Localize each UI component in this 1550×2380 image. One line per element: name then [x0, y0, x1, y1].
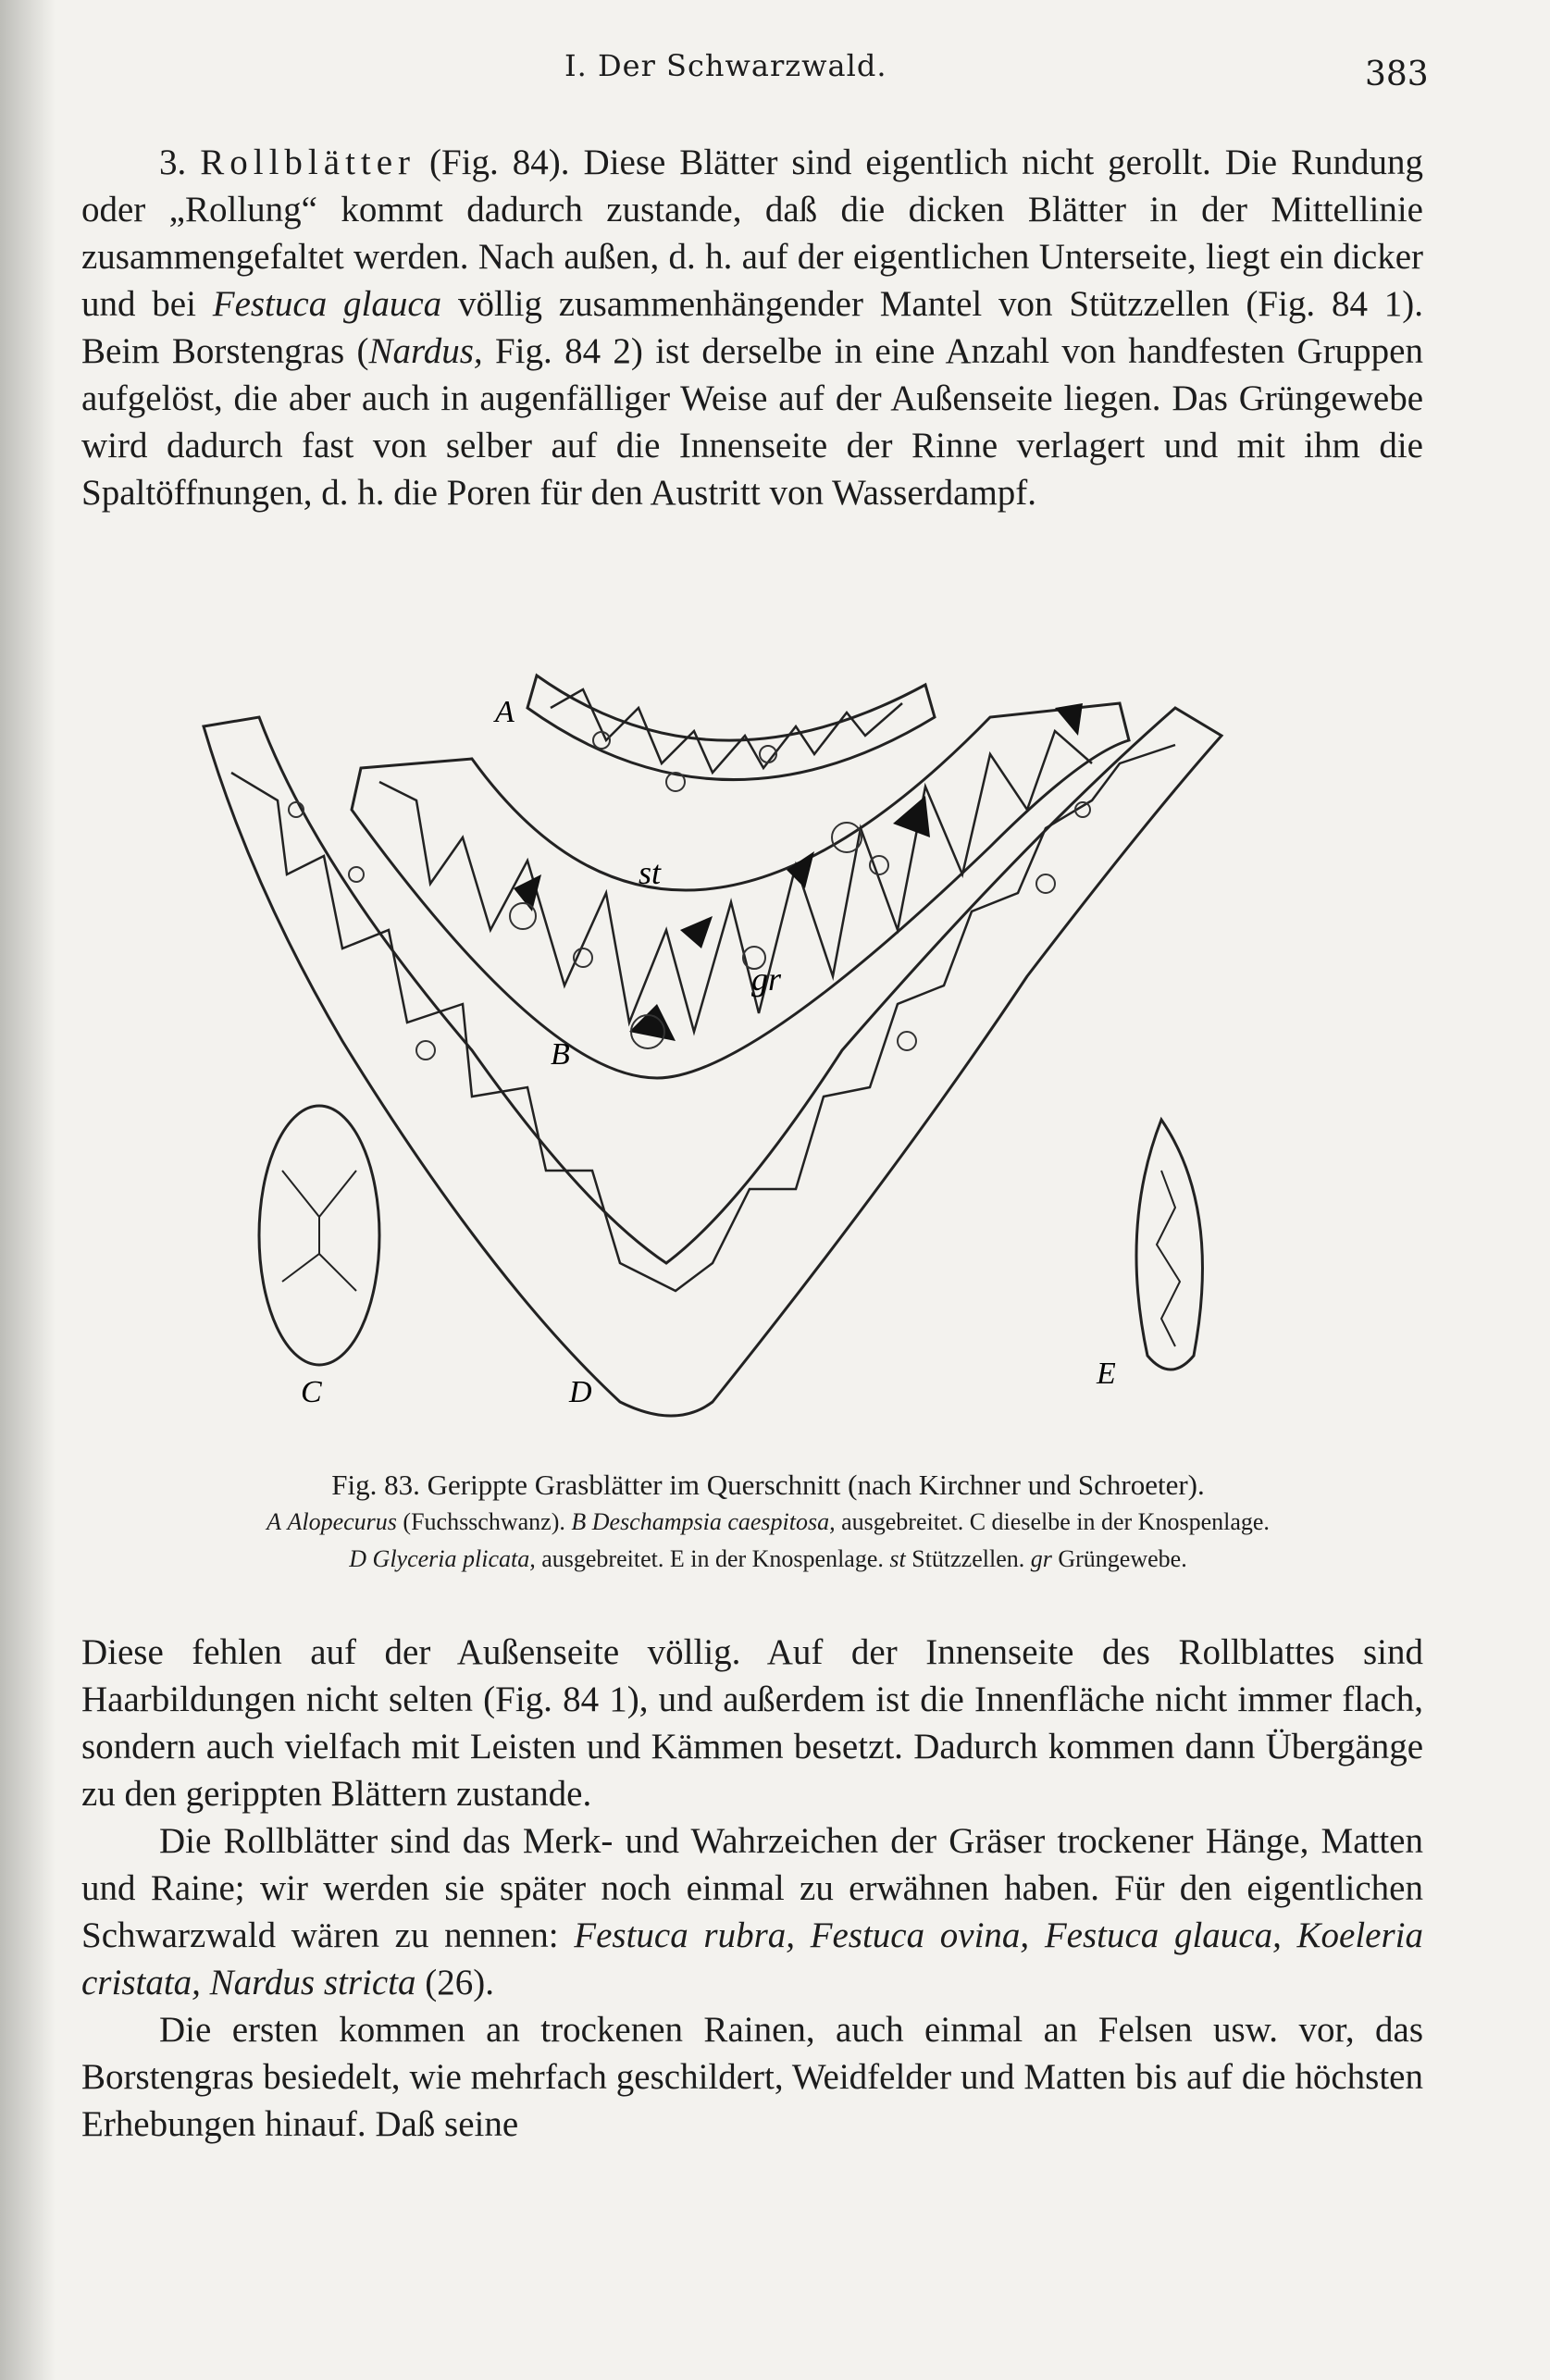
figure-label-st: st [639, 854, 662, 891]
figure-label-d: D [569, 1375, 592, 1409]
caption-b-species: Deschampsia caespitosa, [591, 1508, 836, 1535]
leaf-section-e [1136, 1120, 1202, 1370]
paragraph-1-text-b: völlig zusammenhängender Mantel von Stützzellen (Fig. 84 1). Beim Borstengras ( [81, 284, 1423, 371]
species-festuca-glauca: Festuca glauca [212, 284, 442, 324]
paragraph-2: Diese fehlen auf der Außenseite völlig. Auf der Innenseite des Rollblattes sind Haarbildungen nicht selten (Fig. 84 1), und außerdem ist die Innenfläche nicht immer flach, sondern auch vielfach mit Leisten und Kämmen besetzt. Dadurch kommen dann Übergänge zu den gerippten Blättern zustande. [81, 1632, 1423, 1814]
figure-label-a: A [495, 695, 515, 729]
figure-label-b: B [551, 1037, 570, 1072]
species-list: Festuca rubra, Festuca ovina, Festuca glauca, Koeleria cristata, Nardus stricta [81, 1915, 1423, 2002]
figure-grass-leaf-sections [194, 652, 1351, 1448]
caption-a-text: (Fuchsschwanz). [396, 1508, 572, 1535]
caption-b-text: ausgebreitet. [835, 1508, 970, 1535]
running-head: I. Der Schwarzwald. [564, 48, 887, 83]
paragraph-3 [81, 1817, 1423, 2006]
figure-illustration [194, 652, 1351, 1448]
caption-line-3 [93, 1541, 1444, 1578]
paragraph-1-text-a: (Fig. 84). Diese Blätter sind eigentlich nicht gerollt. Die Rundung oder „Rollung“ kommt dadurch zustande, daß die dicken Blätter in der Mittellinie zusammengefaltet werden. Nach außen, d. h. auf der eigentlichen Unterseite, liegt ein dicker und bei [81, 143, 1424, 324]
caption-b-letter: B [571, 1508, 587, 1535]
leaf-section-b [352, 703, 1129, 1078]
figure-label-gr: gr [751, 961, 782, 998]
section-rollblaetter [81, 139, 1423, 516]
caption-d-text: ausgebreitet. [535, 1545, 670, 1572]
species-nardus: Nardus, [368, 331, 483, 371]
caption-a-letter: A [267, 1508, 281, 1535]
caption-gr-text: Grüngewebe. [1051, 1545, 1187, 1572]
page-gutter-shadow [0, 0, 56, 2380]
caption-st-text: Stützzellen. [905, 1545, 1031, 1572]
body-text-lower [81, 1629, 1423, 2148]
section-number: 3. [159, 143, 187, 182]
caption-e-text: E in der Knospenlage. [669, 1545, 890, 1572]
caption-line-2 [93, 1504, 1444, 1541]
caption-a-genus: Alopecurus [287, 1508, 397, 1535]
caption-line-1: Fig. 83. Gerippte Grasblätter im Querschnitt (nach Kirchner und Schroeter). [331, 1469, 1205, 1501]
section-title: Rollblätter [200, 143, 416, 182]
caption-gr-abbr: gr [1030, 1545, 1052, 1572]
caption-d-species: Glyceria plicata, [372, 1545, 536, 1572]
paragraph-3-text-a: Die Rollblätter sind das Merk- und Wahrzeichen der Gräser trockener Hänge, Matten und Raine; wir werden sie später noch einmal zu erwähnen haben. Für den eigentlichen Schwarzwald wären zu nennen: [81, 1821, 1423, 1955]
page-number: 383 [1365, 56, 1429, 93]
figure-label-c: C [301, 1375, 322, 1409]
paragraph-1-text-c: Fig. 84 2) ist derselbe in eine Anzahl von handfesten Gruppen aufgelöst, die aber auch in augenfälliger Weise auf der Außenseite liegen. Das Grüngewebe wird dadurch fast von selber auf die Innenseite der Rinne verlagert und mit ihm die Spaltöffnungen, d. h. die Poren für den Austritt von Wasserdampf. [81, 331, 1423, 513]
caption-d-letter: D [349, 1545, 367, 1572]
leaf-section-d-ribs [231, 745, 1175, 1291]
leaf-section-e-inner [1157, 1171, 1180, 1346]
paragraph-4: Die ersten kommen an trockenen Rainen, auch einmal an Felsen usw. vor, das Borstengras besiedelt, wie mehrfach geschildert, Weidfelder und Matten bis auf die höchsten Erhebungen hinauf. Daß seine [81, 2010, 1423, 2144]
paragraph-3-text-b: (26). [415, 1963, 494, 2002]
caption-c-text: C dieselbe in der Knospenlage. [969, 1508, 1270, 1535]
figure-caption [93, 1467, 1444, 1578]
paragraph-1 [81, 139, 1423, 516]
figure-label-e: E [1097, 1357, 1116, 1391]
leaf-section-c-inner [282, 1171, 356, 1291]
caption-st-abbr: st [889, 1545, 906, 1572]
leaf-section-a-ribs [551, 689, 902, 773]
